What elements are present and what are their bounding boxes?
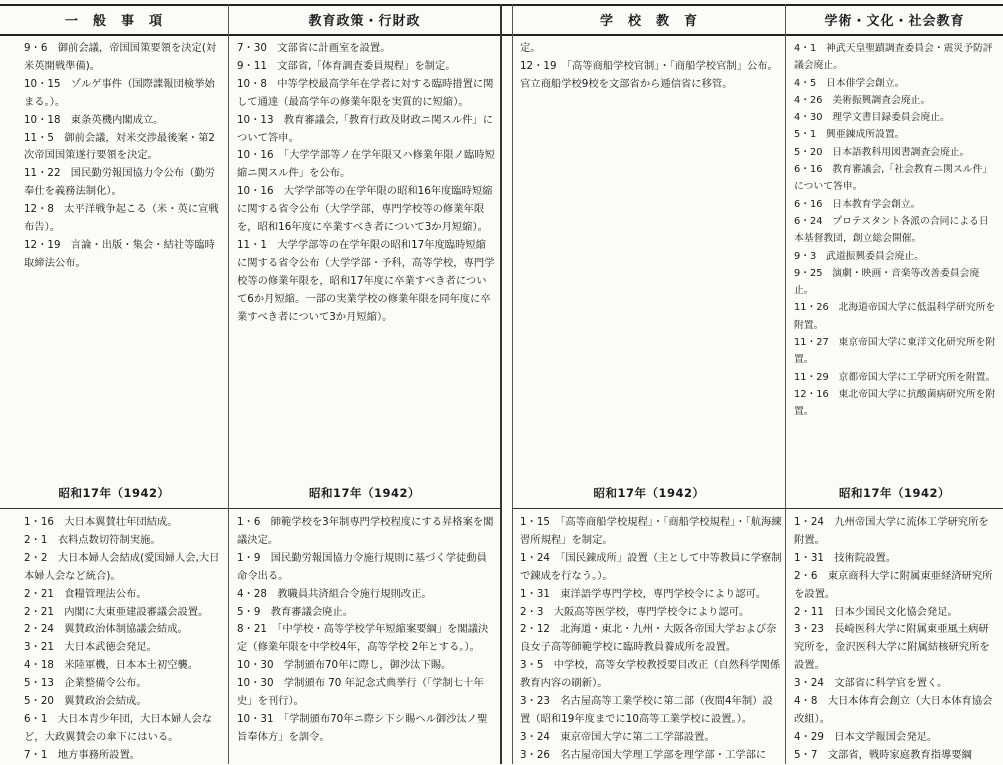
- entry: 12・19 「高等商船学校官制」・「商船学校官制」公布。官立商船学校9校を文部省から逓信省に移管。: [520, 59, 778, 90]
- entry: 10・18 東条英機内閣成立。: [24, 113, 164, 126]
- entry: 5・7 文部省，戦時家庭教育指導要綱: [794, 748, 972, 761]
- entry: 9・3 武道振興委員会廃止。: [794, 250, 925, 262]
- entry: 10・30 学制頒布 70 年記念式典挙行（「学制七十年史」を刊行）。: [237, 677, 484, 708]
- entry: 1・31 東洋語学専門学校，専門学校令により認可。: [520, 587, 767, 600]
- era-rule: [512, 508, 1003, 509]
- entry: 定。: [520, 42, 541, 54]
- entry: 1・31 技術院設置。: [794, 551, 897, 564]
- entry: 2・21 内閣に大東亜建設審議会設置。: [24, 605, 209, 618]
- era-heading-general: 昭和17年（1942）: [58, 486, 170, 500]
- entry: 4・18 米陸軍機，日本本土初空襲。: [24, 659, 199, 672]
- column-header-academic: 学術・文化・社会教育: [824, 14, 965, 29]
- entry: 4・29 日本文学報国会発足。: [794, 730, 938, 743]
- entry: 10・15 ゾルゲ事件（国際諜報団検挙始まる。）。: [24, 77, 215, 108]
- entry: 3・26 名古屋帝国大学理工学部を理学部・工学部に: [520, 748, 767, 761]
- entry: 12・19 言論・出版・集会・結社等臨時取締法公布。: [24, 238, 215, 269]
- column-divider: [785, 4, 786, 764]
- entry: 3・24 文部省に科学官を置く。: [794, 677, 948, 690]
- entry: 10・8 中等学校最高学年在学者に対する臨時措置に関して通達（最高学年の修業年限を実質的に短縮）。: [237, 77, 494, 108]
- entry: 11・5 御前会議，対米交渉最後案・第2次帝国国策遂行要領を決定。: [24, 131, 215, 162]
- bottom-column-academic: [794, 514, 997, 765]
- entry: 6・16 日本教育学会創立。: [794, 198, 921, 210]
- entry: 2・11 日本少国民文化協会発足。: [794, 605, 958, 618]
- entry: 10・30 学制頒布70年に際し，御沙汰下賜。: [237, 659, 452, 672]
- entry: 2・3 大阪高等医学校，専門学校令により認可。: [520, 605, 750, 618]
- entry: 3・21 大日本武徳会発足。: [24, 641, 157, 654]
- entry: 6・1 大日本青少年団，大日本婦人会など，大政翼賛会の傘下にはいる。: [24, 712, 213, 743]
- entry: 5・9 教育審議会廃止。: [237, 605, 354, 618]
- entry: 9・11 文部省,「体育調査委員規程」を制定。: [237, 59, 456, 72]
- column-divider: [228, 4, 229, 764]
- entry: 1・6 師範学校を3年制専門学校程度にする昇格案を閣議決定。: [237, 516, 494, 546]
- top-column-academic: [794, 40, 997, 421]
- entry: 5・13 企業整備令公布。: [24, 677, 147, 690]
- era-rule: [0, 508, 500, 509]
- entry: 10・13 教育審議会,「教育行政及財政ニ関スル件」について答申。: [237, 113, 494, 144]
- entry: 2・12 北海道・東北・九州・大阪各帝国大学および奈良女子高等師範学校に臨時教員養成所を設置。: [520, 623, 777, 654]
- entry: 11・27 東京帝国大学に東洋文化研究所を附置。: [794, 337, 996, 366]
- entry: 8・21 「中学校・高等学校学年短縮案要綱」を閣議決定（修業年限を中学校4年，高等学校 2年とする。）。: [237, 623, 489, 654]
- entry: 1・15 「高等商船学校規程」・「商船学校規程」・「航海練習所規程」を制定。: [520, 516, 782, 546]
- bottom-column-general: [24, 514, 224, 765]
- entry: 7・1 地方事務所設置。: [24, 748, 141, 761]
- top-column-school: [520, 40, 778, 94]
- entry: 3・5 中学校，高等女学校教授要目改正（自然科学関係教育内容の刷新）。: [520, 659, 781, 690]
- column-header-school: 学 校 教 育: [599, 14, 698, 29]
- entry: 3・23 長崎医科大学に附属東亜風土病研究所を，金沢医科大学に附属結核研究所を設置。: [794, 623, 990, 672]
- entry: 11・26 北海道帝国大学に低温科学研究所を附置。: [794, 302, 996, 331]
- entry: 1・9 国民勤労報国協力令施行規則に基づく学徒動員命令出る。: [237, 551, 487, 582]
- entry: 6・24 プロテスタント各派の合同による日本基督教団，創立総会開催。: [794, 215, 989, 245]
- entry: 1・24 九州帝国大学に流体工学研究所を附置。: [794, 516, 989, 546]
- entry: 4・5 日本俳学会創立。: [794, 77, 905, 89]
- era-heading-academic: 昭和17年（1942）: [838, 486, 950, 500]
- column-header-general: 一 般 事 項: [64, 14, 163, 29]
- entry: 5・20 日本語教科用図書調査会廃止。: [794, 146, 970, 158]
- entry: 1・16 大日本翼賛壮年団結成。: [24, 516, 178, 528]
- entry: 3・24 東京帝国大学に第二工学部設置。: [520, 730, 715, 743]
- top-column-policy: [237, 40, 495, 327]
- entry: 11・22 国民勤労報国協力令公布（勤労奉仕を義務法制化）。: [24, 167, 215, 198]
- entry: 3・23 名古屋高等工業学校に第二部（夜間4年制）設置（昭和19年度までに10高等工業学校に設置。）。: [520, 695, 773, 725]
- entry: 2・6 東京商科大学に附属東亜経済研究所を設置。: [794, 569, 993, 600]
- entry: 11・1 大学学部等の在学年限の昭和17年度臨時短縮に関する省令公布（大学学部・予科，高等学校，専門学校等の修業年限を，昭和17年度に卒業すべき者について6か月短縮。一部の実業学校の修業年限を同年度に卒業すべき者について3か月短縮）。: [237, 238, 495, 323]
- entry: 9・25 演劇・映画・音楽等改善委員会廃止。: [794, 267, 980, 297]
- spread-gutter: [500, 4, 502, 764]
- entry: 4・1 神武天皇聖蹟調査委員会・震災予防評議会廃止。: [794, 43, 993, 72]
- entry: 4・26 美術振興調査会廃止。: [794, 94, 931, 106]
- top-column-general: [24, 40, 224, 273]
- entry: 11・29 京都帝国大学に工学研究所を附置。: [794, 371, 996, 383]
- entry: 2・21 食糧管理法公布。: [24, 587, 147, 600]
- entry: 10・16 「大学学部等ノ在学年限又ハ修業年限ノ臨時短縮ニ関スル件」を公布。: [237, 149, 495, 180]
- column-divider: [512, 4, 513, 764]
- entry: 4・8 大日本体育会創立（大日本体育協会改組）。: [794, 695, 993, 725]
- entry: 12・8 太平洋戦争起こる（米・英に宣戦布告）。: [24, 203, 219, 234]
- entry: 4・28 教職員共済組合令施行規則改正。: [237, 587, 432, 600]
- entry: 2・2 大日本婦人会結成(愛国婦人会,大日本婦人会など統合)。: [24, 551, 220, 582]
- bottom-column-policy: [237, 514, 495, 747]
- entry: 6・16 教育審議会,「社会教育ニ関スル件」について答申。: [794, 164, 993, 193]
- bottom-column-school: [520, 514, 782, 765]
- entry: 7・30 文部省に計画室を設置。: [237, 42, 391, 54]
- entry: 10・16 大学学部等の在学年限の昭和16年度臨時短縮に関する省令公布（大学学部，専門学校等の修業年限を，昭和16年度に卒業すべき者について3か月短縮）。: [237, 185, 493, 234]
- entry: 12・16 東北帝国大学に抗酸菌病研究所を附置。: [794, 388, 996, 418]
- entry: 9・6 御前会議，帝国国策要領を決定(対米英開戦準備)。: [24, 42, 217, 72]
- entry: 5・20 翼賛政治会結成。: [24, 695, 147, 708]
- entry: 10・31 「学制頒布70年ニ際シ下シ賜ヘル御沙汰ノ聖旨奉体方」を訓令。: [237, 712, 488, 743]
- entry: 2・1 衣料点数切符制実施。: [24, 533, 161, 546]
- entry: 1・24 「国民錬成所」設置（主として中等教員に学寮制で錬成を行なう。）。: [520, 551, 782, 582]
- era-heading-policy: 昭和17年（1942）: [308, 486, 420, 500]
- column-header-policy: 教育政策・行財政: [308, 14, 421, 29]
- era-heading-school: 昭和17年（1942）: [593, 486, 705, 500]
- entry: 4・30 理学文書目録委員会廃止。: [794, 112, 950, 124]
- entry: 5・1 興亜錬成所設置。: [794, 129, 905, 141]
- entry: 2・24 翼賛政治体制協議会結成。: [24, 623, 188, 636]
